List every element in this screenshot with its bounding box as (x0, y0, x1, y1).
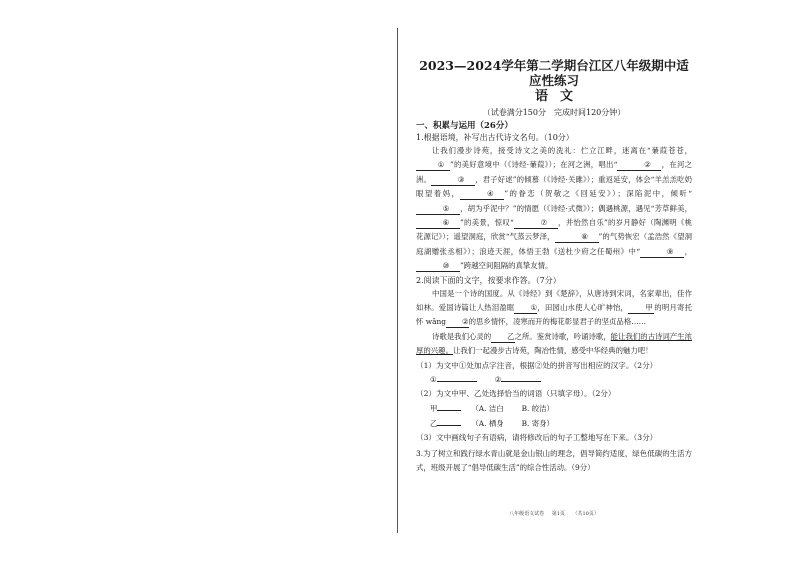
blank-jia[interactable]: 甲 (628, 303, 654, 314)
blank-2[interactable]: ② (617, 160, 661, 171)
blank-3[interactable]: ③ (431, 175, 475, 186)
blank-7[interactable]: ⑦ (514, 218, 558, 229)
page-footer (416, 510, 692, 518)
answer-blank-yi[interactable] (437, 425, 461, 426)
exam-meta: （试卷满分150分 完成时间120分钟） (482, 108, 626, 117)
sub-question-3: （3）文中画线句子有语病，请将修改后的句子工整地写在下来。（3分） (416, 432, 658, 442)
sub-question-1-answers: ① ② (416, 373, 692, 387)
exam-title: 2023—2024学年第二学期台江区八年级期中适应性练习 (419, 58, 689, 88)
blank-q2-1[interactable]: ① (514, 303, 537, 314)
footer-page: 第1页 (551, 511, 565, 517)
blank-9[interactable]: ⑨ (640, 247, 684, 258)
subject-title: 语文 (534, 89, 585, 104)
sub-question-1: （1）为文中①处加点字注音，根据②处的拼音写出相应的汉字。（2分） (416, 360, 658, 370)
sub-question-2: （2）为文中甲、乙处选择恰当的词语（只填字母）。（2分） (416, 388, 616, 398)
underlined-sentence: 能让我们的古诗词产生浓厚的兴趣。 (416, 331, 692, 356)
answer-blank-jia[interactable] (437, 410, 461, 411)
question-2-stem: 2.阅读下面的文字，按要求作答。（7分） (416, 275, 561, 285)
blank-10[interactable]: ⑩ (416, 261, 460, 272)
answer-blank-1[interactable] (437, 381, 477, 382)
footer-total: （共10页） (572, 511, 599, 517)
blank-5[interactable]: ⑤ (416, 204, 460, 215)
question-1-body: 让我们漫步诗苑，接受诗文之美的洗礼：伫立江畔，迷离在“蒹葭苍苍，① ”的美好意境中（《诗经·蒹葭》）；在河之洲，唱出“ ② ，在河之洲。 ③ ，君子好逑”的倾慕（《诗经·关雎》）；重返延安，体会“羊羔羔吃奶眼望着妈， ④ ”的眷恋（贺敬之《回延安》）；深陷泥中，倾听“⑤ ，胡为乎泥中？”的情愿（《诗经·式微》）；偶遇桃源，遇见“芳草鲜美，⑥ ”的美景，惊叹“ ⑦ ，并怡然自乐”的岁月静好（陶渊明《桃花源记》）；遥望洞庭，欣赏“气蒸云梦泽， ⑧ ”的气势恢宏（孟浩然《望洞庭湖赠张丞相》）；浪迹天涯，体悟王勃《送杜少府之任蜀州》中“ ⑨ ，⑩ ”跨越空间阻隔的真挚友情。 (416, 146, 693, 271)
question-2-passage: 中国是一个诗的国度。从《诗经》到《楚辞》，从唐诗到宋词，名家辈出，佳作如林。爱国诗篇让人热泪盈眶 ①，田园山水使人心旷神怡， 甲的明月寄托怀 wǎng ②的思乡情怀，凌寒而开的梅花彰显君子的坚贞品格…… (416, 288, 692, 327)
binding-line (397, 28, 398, 533)
blank-4[interactable]: ④ (460, 189, 504, 200)
section-heading: 一、积累与运用（26分） (416, 121, 513, 131)
footer-subject: 八年级语文试卷 (509, 511, 545, 517)
answer-blank-2[interactable] (501, 381, 541, 382)
blank-8[interactable]: ⑧ (555, 232, 599, 243)
question-3-stem: 3.为了树立和践行绿水青山就是金山银山的理念，倡导简约适度，绿色低碳的生活方式，班级开展了“倡导低碳生活”的综合性活动。（9分） (416, 448, 692, 473)
question-2-passage-2: 诗歌是我们心灵的 乙之所。鉴赏诗歌，吟诵诗歌，能让我们的古诗词产生浓厚的兴趣。让我们一起漫步古诗苑，陶冶性情，感受中华经典的魅力吧！ (416, 331, 692, 356)
exam-page (416, 58, 692, 476)
question-1-stem: 1.根据语境，补写出古代诗文名句。（10分） (416, 133, 574, 142)
blank-q2-2[interactable]: ② (446, 317, 469, 328)
option-row-jia: 甲 （A. 洁白 B. 皎洁） (430, 403, 554, 413)
blank-yi[interactable]: 乙 (491, 332, 514, 343)
option-row-yi: 乙 （A. 栖身 B. 寄身） (430, 418, 554, 428)
blank-6[interactable]: ⑥ (416, 218, 460, 229)
blank-1[interactable]: ① (416, 160, 450, 171)
